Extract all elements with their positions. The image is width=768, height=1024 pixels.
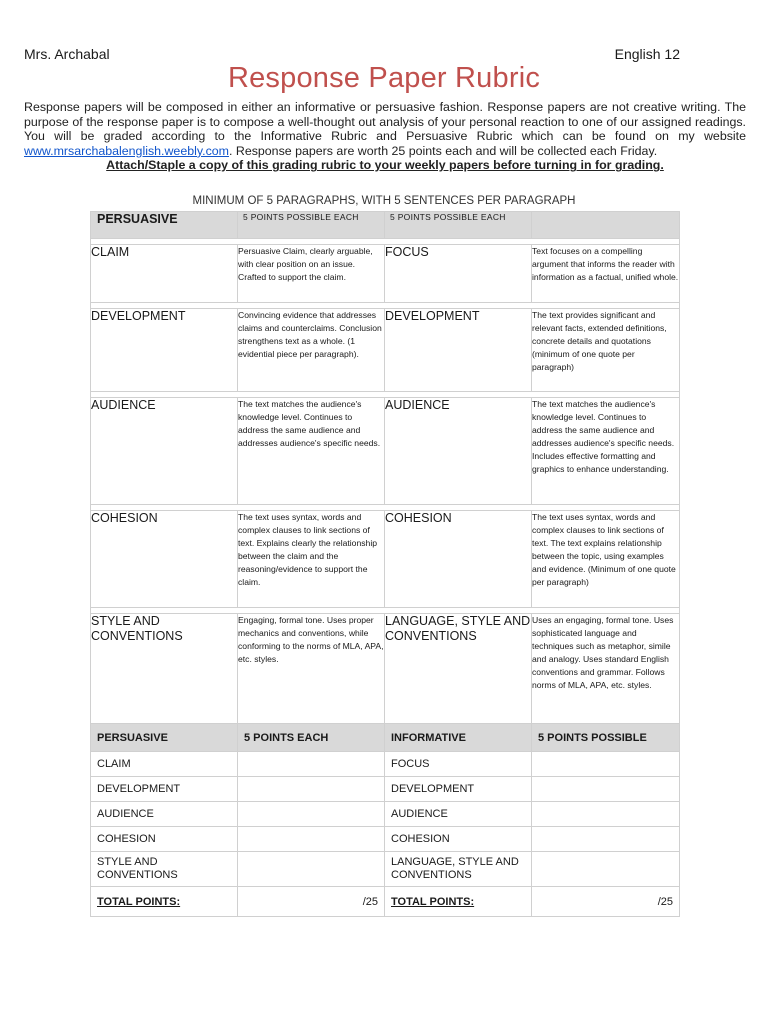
persuasive-criterion: AUDIENCE bbox=[91, 398, 238, 505]
score-persuasive-criterion: CLAIM bbox=[91, 752, 238, 777]
website-link[interactable]: www.mrsarchabalenglish.weebly.com bbox=[24, 143, 229, 158]
rubric-row bbox=[91, 614, 680, 724]
informative-criterion: COHESION bbox=[385, 511, 532, 608]
score-persuasive-points[interactable] bbox=[238, 752, 385, 777]
score-informative-criterion: LANGUAGE, STYLE AND CONVENTIONS bbox=[385, 852, 532, 887]
informative-criterion: LANGUAGE, STYLE AND CONVENTIONS bbox=[385, 614, 532, 724]
informative-description: The text provides significant and relevant facts, extended definitions, concrete details and quotations (minimum of one quote per paragraph) bbox=[532, 309, 680, 392]
informative-description: Text focuses on a compelling argument that informs the reader with information as a factual, unified whole. bbox=[532, 245, 680, 303]
persuasive-criterion: CLAIM bbox=[91, 245, 238, 303]
total-value-persuasive[interactable]: /25 bbox=[238, 887, 385, 917]
score-informative-points[interactable] bbox=[532, 777, 680, 802]
score-persuasive-criterion: COHESION bbox=[91, 827, 238, 852]
total-label-informative: TOTAL POINTS: bbox=[385, 887, 532, 917]
score-row bbox=[91, 802, 680, 827]
total-value-informative[interactable]: /25 bbox=[532, 887, 680, 917]
score-persuasive-criterion: AUDIENCE bbox=[91, 802, 238, 827]
rubric-row bbox=[91, 245, 680, 303]
staple-directive: Attach/Staple a copy of this grading rubric to your weekly papers before turning in for grading. bbox=[106, 158, 664, 173]
minimum-requirement: MINIMUM OF 5 PARAGRAPHS, WITH 5 SENTENCES PER PARAGRAPH bbox=[192, 195, 576, 207]
persuasive-description: The text uses syntax, words and complex clauses to link sections of text. Explains clearly the relationship between the claim and the reasoning/evidence to support the claim. bbox=[238, 511, 385, 608]
score-informative-points[interactable] bbox=[532, 802, 680, 827]
score-persuasive-criterion: STYLE AND CONVENTIONS bbox=[91, 852, 238, 887]
persuasive-criterion: COHESION bbox=[91, 511, 238, 608]
persuasive-description: The text matches the audience's knowledge level. Continues to address the same audience and addresses audience's specific needs. bbox=[238, 398, 385, 505]
rubric-row bbox=[91, 398, 680, 505]
score-row bbox=[91, 777, 680, 802]
informative-description: The text uses syntax, words and complex clauses to link sections of text. The text explains relationship between the topic, using examples and evidence. (Minimum of one quote per paragraph) bbox=[532, 511, 680, 608]
score-persuasive-points[interactable] bbox=[238, 777, 385, 802]
rubric-header-persuasive: PERSUASIVE bbox=[91, 212, 238, 239]
score-informative-criterion: DEVELOPMENT bbox=[385, 777, 532, 802]
score-informative-points[interactable] bbox=[532, 827, 680, 852]
informative-description: The text matches the audience's knowledge level. Continues to address the same audience and addresses audience's specific needs. Includes effective formatting and graphics to enhance understanding. bbox=[532, 398, 680, 505]
rubric-row bbox=[91, 511, 680, 608]
informative-criterion: AUDIENCE bbox=[385, 398, 532, 505]
score-row bbox=[91, 752, 680, 777]
informative-description: Uses an engaging, formal tone. Uses sophisticated language and techniques such as metaphor, simile and analogy. Uses standard English conventions and grammar. Follows norms of MLA, APA, etc. styles. bbox=[532, 614, 680, 724]
persuasive-description: Convincing evidence that addresses claims and counterclaims. Conclusion strengthens text as a whole. (1 evidential piece per paragraph). bbox=[238, 309, 385, 392]
total-label-persuasive: TOTAL POINTS: bbox=[91, 887, 238, 917]
page-title: Response Paper Rubric bbox=[227, 62, 541, 94]
persuasive-description: Engaging, formal tone. Uses proper mechanics and conventions, while conforming to the norms of MLA, APA, etc. styles. bbox=[238, 614, 385, 724]
score-header-informative: INFORMATIVE bbox=[385, 724, 532, 752]
rubric-header-row bbox=[91, 212, 680, 239]
intro-paragraph bbox=[24, 100, 746, 173]
rubric-header-points-persuasive: 5 POINTS POSSIBLE EACH bbox=[238, 212, 385, 239]
page-header bbox=[24, 46, 680, 62]
score-header-points-informative: 5 POINTS POSSIBLE bbox=[532, 724, 680, 752]
score-table bbox=[90, 723, 680, 917]
score-header-points-persuasive: 5 POINTS EACH bbox=[238, 724, 385, 752]
teacher-name: Mrs. Archabal bbox=[24, 46, 110, 62]
total-row bbox=[91, 887, 680, 917]
rubric-table bbox=[90, 211, 680, 724]
score-persuasive-points[interactable] bbox=[238, 852, 385, 887]
rubric-row bbox=[91, 309, 680, 392]
score-informative-criterion: COHESION bbox=[385, 827, 532, 852]
score-row bbox=[91, 852, 680, 887]
persuasive-criterion: DEVELOPMENT bbox=[91, 309, 238, 392]
score-informative-criterion: AUDIENCE bbox=[385, 802, 532, 827]
persuasive-criterion: STYLE AND CONVENTIONS bbox=[91, 614, 238, 724]
score-row bbox=[91, 827, 680, 852]
intro-text: Response papers will be composed in either an informative or persuasive fashion. Response papers are not creative writing. The purpose of the response paper is to compose a well-thought out analysis of your personal reaction to one of our assigned readings. You will be graded according to the Informative Rubric and Persuasive Rubric which can be found on my website bbox=[24, 100, 746, 144]
score-informative-points[interactable] bbox=[532, 752, 680, 777]
informative-criterion: FOCUS bbox=[385, 245, 532, 303]
persuasive-description: Persuasive Claim, clearly arguable, with clear position on an issue. Crafted to support the claim. bbox=[238, 245, 385, 303]
score-header-persuasive: PERSUASIVE bbox=[91, 724, 238, 752]
intro-text-end: . Response papers are worth 25 points each and will be collected each Friday. bbox=[228, 143, 658, 158]
score-informative-criterion: FOCUS bbox=[385, 752, 532, 777]
rubric-header-points-informative: 5 POINTS POSSIBLE EACH bbox=[385, 212, 532, 239]
score-header-row bbox=[91, 724, 680, 752]
score-informative-points[interactable] bbox=[532, 852, 680, 887]
course-name: English 12 bbox=[614, 46, 680, 62]
score-persuasive-points[interactable] bbox=[238, 827, 385, 852]
score-persuasive-points[interactable] bbox=[238, 802, 385, 827]
informative-criterion: DEVELOPMENT bbox=[385, 309, 532, 392]
rubric-header-blank bbox=[532, 212, 680, 239]
score-persuasive-criterion: DEVELOPMENT bbox=[91, 777, 238, 802]
